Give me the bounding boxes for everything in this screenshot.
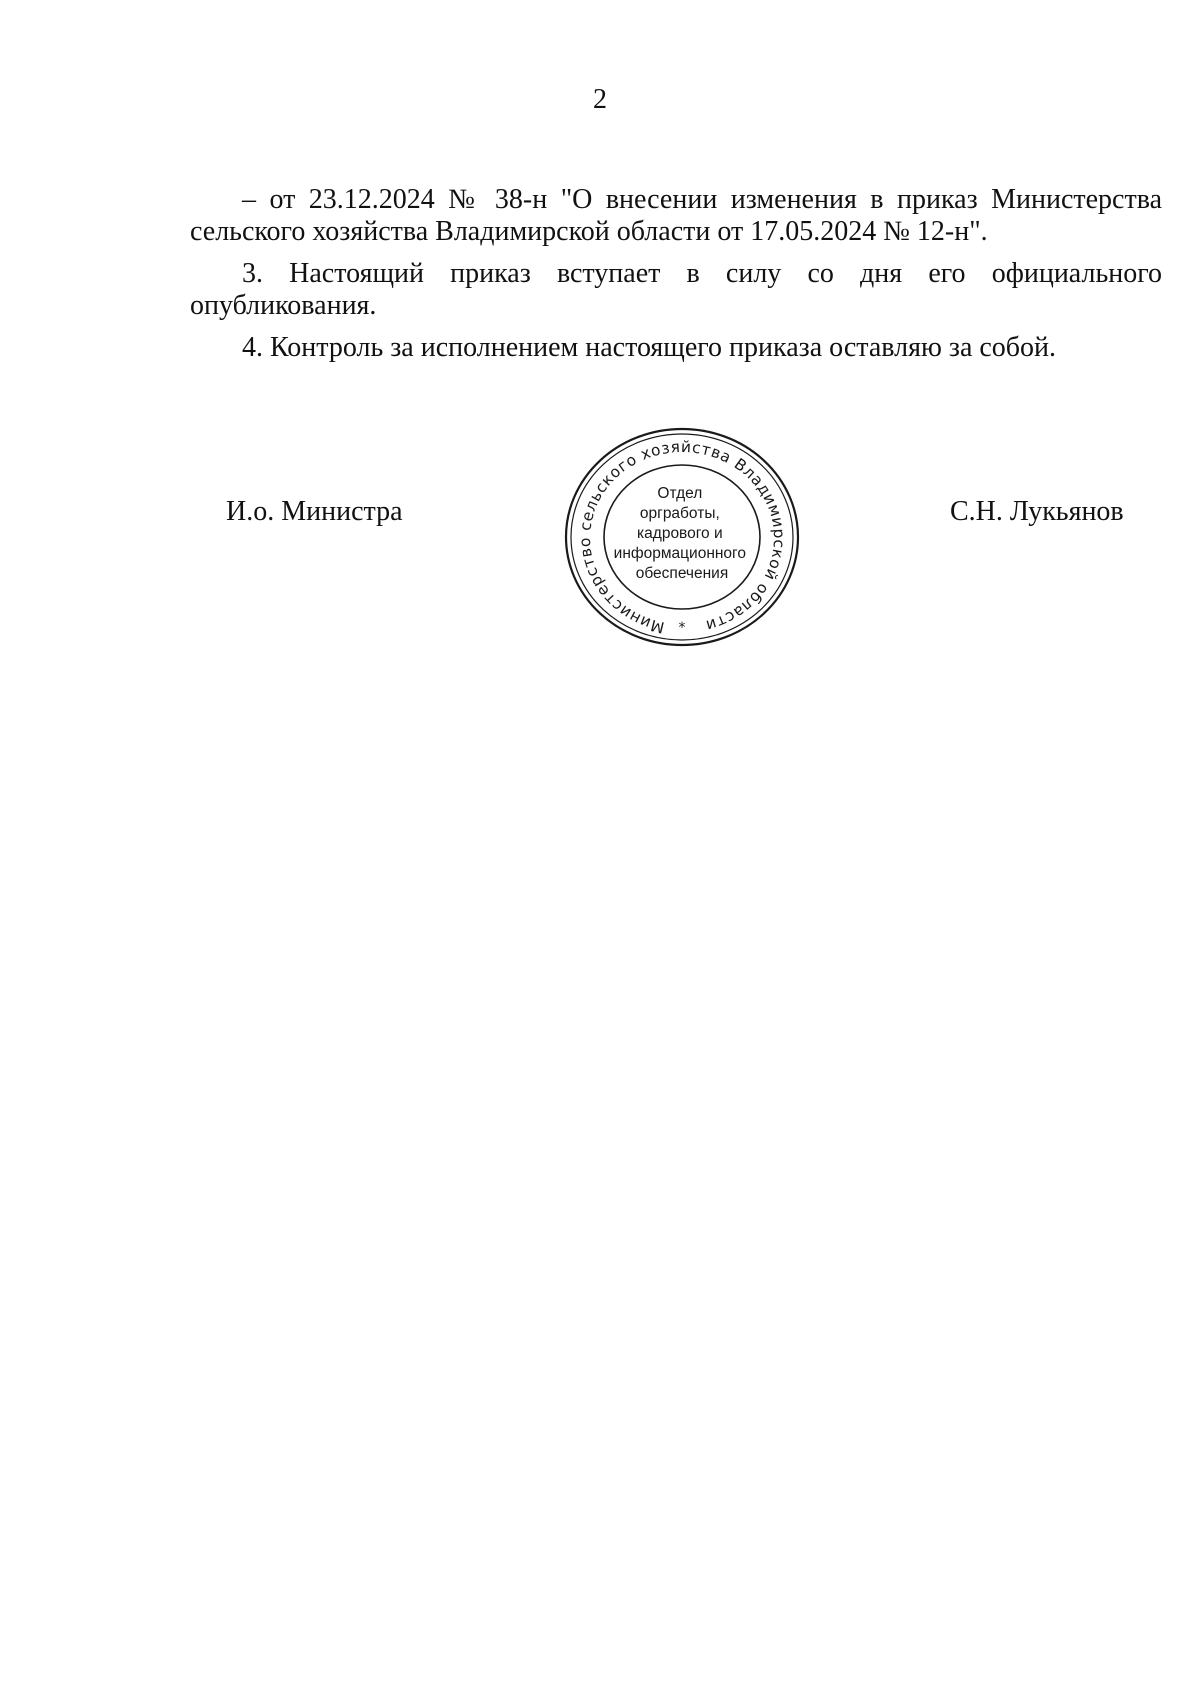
seal-stamp-icon	[560, 424, 804, 650]
paragraph-effective-date: 3. Настоящий приказ вступает в силу со дня его официального опубликования.	[190, 258, 1162, 321]
seal-center-text: Отдел оргработы, кадрового и информационного обеспечения	[613, 485, 747, 582]
seal-star: *	[678, 620, 686, 636]
document-body	[190, 184, 1162, 374]
signatory-name: С.Н. Лукьянов	[950, 496, 1124, 527]
signatory-title: И.о. Министра	[226, 496, 403, 527]
paragraph-control: 4. Контроль за исполнением настоящего приказа оставляю за собой.	[242, 332, 1057, 363]
seal-ring-text: Министерство сельского хозяйства Владимирской области	[575, 437, 789, 637]
page-number: 2	[593, 84, 607, 115]
paragraph-amendment: – от 23.12.2024 № 38-н "О внесении изменения в приказ Министерства сельского хозяйства Владимирской области от 17.05.2024 № 12-н".	[190, 184, 1162, 247]
official-seal	[560, 424, 804, 650]
